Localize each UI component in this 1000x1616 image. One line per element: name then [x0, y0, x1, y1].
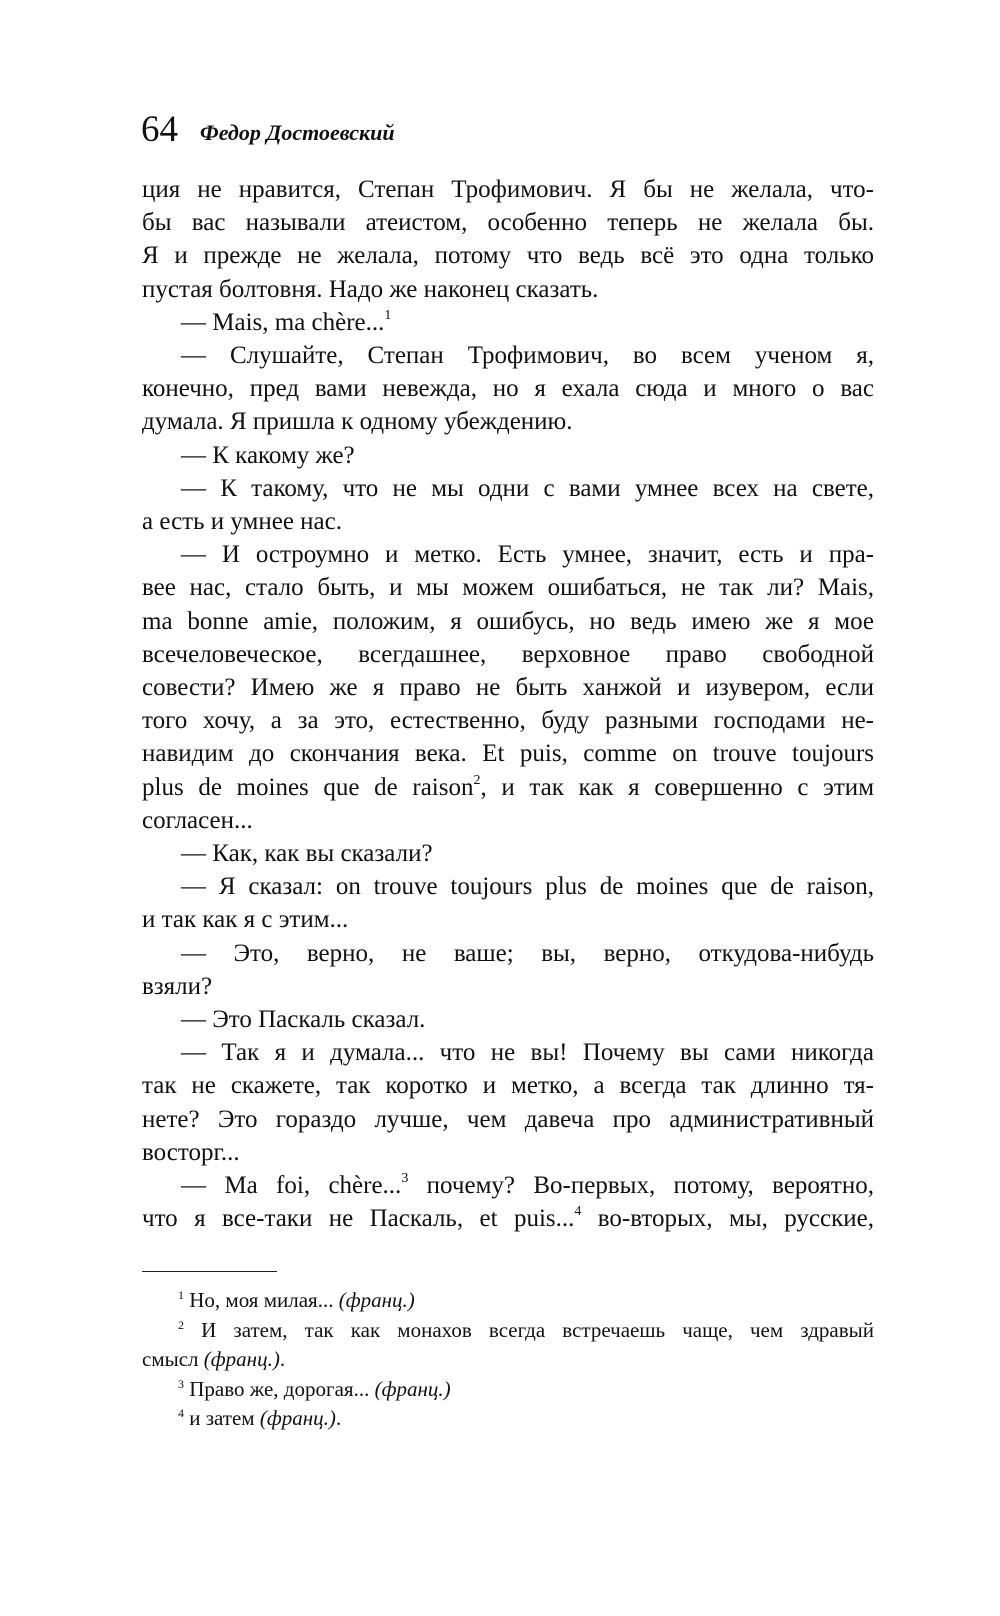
text-line [181, 1005, 874, 1035]
text-line [142, 607, 874, 637]
footnote-line [178, 1405, 874, 1431]
text-run: — Mais, ma chère... [181, 308, 385, 336]
footnote-line [178, 1287, 874, 1313]
text-run: plus de moines que de raison [142, 773, 474, 801]
text-run: думала. Я пришла к одному убеждению. [142, 408, 573, 436]
text-run: почему? Во-первых, потому, вероятно, [408, 1172, 874, 1199]
text-line [142, 1138, 874, 1168]
text-line [142, 739, 874, 769]
text-line [142, 208, 874, 238]
text-line [181, 839, 874, 869]
text-run: всечеловеческое, всегдашнее, верховное право свободной [142, 640, 874, 668]
footnote-marker: 2 [178, 1317, 184, 1332]
text-line [142, 806, 874, 836]
text-line [181, 1171, 874, 1201]
footnote-marker: 2 [473, 772, 481, 788]
text-line [142, 241, 874, 271]
text-run: совести? Имею же я право не быть ханжой и изувером, если [142, 674, 874, 701]
text-run: Я и прежде не желала, потому что ведь всё это одна только [142, 242, 874, 270]
text-line [142, 175, 874, 205]
text-run: — Как, как вы сказали? [181, 840, 433, 867]
text-run: а есть и умнее нас. [142, 508, 342, 535]
text-run: — Так я и думала... что не вы! Почему вы сами никогда [181, 1039, 874, 1067]
text-line [142, 374, 874, 404]
text-run: и так как я с этим... [142, 906, 349, 934]
language-note: (франц.) [259, 1406, 336, 1431]
text-run: — Ma foi, chère... [181, 1172, 402, 1199]
text-run: — К такому, что не мы одни с вами умнее всех на свете, [181, 474, 874, 502]
text-line [181, 474, 874, 504]
text-line [181, 939, 874, 969]
footnote-line [178, 1376, 874, 1402]
footnote-marker: 4 [574, 1204, 582, 1220]
text-line [142, 905, 874, 935]
text-line [142, 972, 874, 1002]
footnote-divider [142, 1271, 277, 1272]
text-line [181, 441, 874, 471]
text-line [142, 1204, 874, 1234]
text-run: ция не нравится, Степан Трофимович. Я бы не желала, что- [142, 176, 874, 203]
text-run: Право же, дорогая... [184, 1376, 375, 1401]
text-run: так не скажете, так коротко и метко, а всегда так длинно тя- [142, 1072, 874, 1100]
language-note: (франц.) [338, 1288, 415, 1312]
language-note: (франц.) [203, 1347, 280, 1372]
text-run: во-вторых, мы, русские, [581, 1205, 874, 1233]
text-run: что я все-таки не Паскаль, et puis... [142, 1205, 575, 1233]
text-run: конечно, пред вами невежда, но я ехала сюда и много о вас [142, 375, 874, 403]
text-run: согласен... [142, 806, 253, 834]
text-run: смысл [142, 1347, 204, 1372]
text-run: И затем, так как монахов всегда встречаешь чаще, чем здравый [184, 1317, 874, 1342]
text-run: — Это Паскаль сказал. [181, 1006, 426, 1033]
footnote-marker: 4 [178, 1406, 184, 1421]
text-run: — К какому же? [181, 441, 355, 469]
footnote-marker: 1 [178, 1288, 184, 1302]
text-run: восторг... [142, 1138, 240, 1166]
text-run: навидим до скончания века. Et puis, comme on trouve toujours [142, 740, 874, 768]
text-run: вее нас, стало быть, и мы можем ошибаться, не так ли? Mais, [142, 574, 874, 602]
text-line [142, 407, 874, 437]
text-line [181, 341, 874, 371]
text-run: того хочу, а за это, естественно, буду разными господами не- [142, 707, 874, 735]
text-line [181, 1038, 874, 1068]
running-title: Федор Достоевский [200, 120, 395, 145]
text-run: , и так как я совершенно с этим [480, 773, 875, 801]
text-run: . [335, 1406, 342, 1431]
text-line [142, 1105, 874, 1135]
text-run: — Я сказал: on trouve toujours plus de moines que de raison, [181, 873, 874, 901]
text-run: — Слушайте, Степан Трофимович, во всем ученом я, [181, 342, 874, 369]
footnote-line [178, 1317, 874, 1343]
footnote-line [142, 1346, 874, 1372]
text-run: . [279, 1347, 286, 1372]
text-line [142, 573, 874, 603]
text-line [181, 308, 874, 338]
text-run: — И остроумно и метко. Есть умнее, значит, есть и пра- [181, 541, 874, 569]
text-run: и затем [184, 1406, 260, 1431]
text-line [142, 640, 874, 670]
text-run: бы вас называли атеистом, особенно теперь не желала бы. [142, 209, 874, 237]
text-run: взяли? [142, 972, 213, 1000]
text-line [181, 872, 874, 902]
footnote-marker: 3 [401, 1171, 409, 1186]
text-run: — Это, верно, не ваше; вы, верно, откудова-нибудь [181, 939, 874, 967]
footnote-marker: 3 [178, 1376, 184, 1391]
text-line [142, 1071, 874, 1101]
text-run: пустая болтовня. Надо же наконец сказать. [142, 275, 599, 303]
text-run: нете? Это гораздо лучше, чем давеча про административный [142, 1105, 874, 1133]
text-line [142, 275, 874, 305]
text-line [142, 706, 874, 736]
footnote-marker: 1 [384, 307, 392, 323]
text-line [142, 507, 874, 537]
text-run: Но, моя милая... [184, 1288, 339, 1312]
language-note: (франц.) [374, 1376, 451, 1401]
text-line [181, 540, 874, 570]
page-number: 64 [141, 109, 178, 150]
text-line [142, 673, 874, 703]
text-run: ma bonne amie, положим, я ошибусь, но ведь имею же я мое [142, 607, 874, 635]
text-line [142, 773, 874, 803]
